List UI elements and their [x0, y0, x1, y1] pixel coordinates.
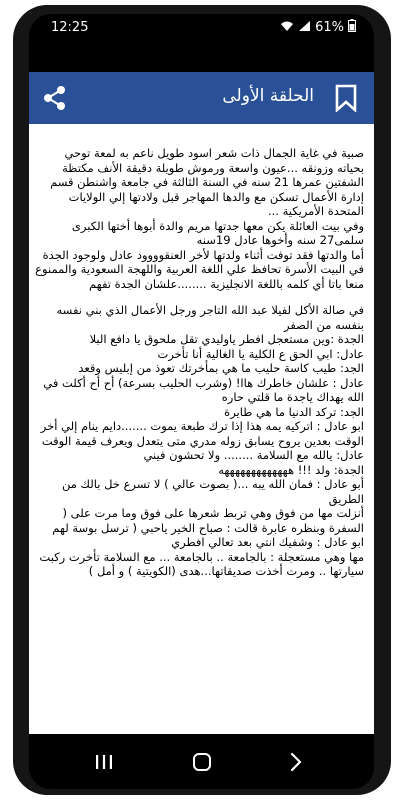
share-icon[interactable] [41, 84, 69, 112]
phone-screen [29, 14, 374, 789]
story-paragraph-2: في صالة الأكل لفيلا عبد الله التاجر ورجل الأعمال الذي بني نفسه بنفسه من الصفر الجدة :وين مستعجل افطر ياوليدي تقل ملحوق يا دافع البلا عادل: ابي الحق ع الكلية يا الغالية أنا تأخرت الجد: طيب كاسة حليب ما هي بمأخرتك تعوذ من إبليس وقعد عادل : علشان خاطرك هاا! (وشرب الحليب بسرعة) أح أح أكلت في الله يهداك ياجدة ما قلتي حاره الجد: تركد الدنيا ما هي طايرة ابو عادل : اتركيه يمه هذا إذا ترك طبعة يموت .......دايم ينام إلي أخر الوقت بعدين يروح يسابق زوله مدري متى يتعدل ويعرف قيمة الوقت عادل: يالله مع السلامة ........ ولا تحشون فيني الجدة: ولد !!! هههههههههههههه أبو عادل : فمان الله يبه ...( بصوت عالي ) لا تسرع خل بالك من الطريق أنزلت مها من فوق وهي تربط شعرها على فوق وما مرت على ( السفرة وبنظره عابرة قالت : صباح الخير ياحبي ( ترسل بوسة لهم ابو عادل : وشفيك انتي بعد تعالي افطري مها وهي مستعجلة : بالجامعة .. بالجامعة ... مع السلامة تأخرت ركبت سيارتها .. ومرت أخذت صديقاتها...هدى (الكويتية ) و أمل ) [39, 303, 364, 578]
app-bar [29, 72, 374, 124]
battery-percent: 61% [315, 20, 344, 35]
back-icon[interactable] [281, 750, 311, 774]
home-icon[interactable] [187, 750, 217, 774]
wifi-icon [280, 20, 294, 36]
story-content[interactable] [29, 124, 374, 734]
signal-icon [298, 20, 311, 36]
status-time: 12:25 [51, 20, 89, 35]
chapter-title: الحلقة الأولى [222, 86, 314, 106]
recents-icon[interactable] [89, 750, 119, 774]
navigation-bar [29, 734, 374, 789]
battery-icon [348, 19, 356, 36]
story-paragraph-1: صبية في غاية الجمال ذات شعر اسود طويل ناعم به لمعة توحي بحياته وزونقه ...عيون واسعة ورموش طويلة دقيقة الأنف مكتظة الشفتين عمرها 21 سنه في السنة الثالثة في جامعة واشنطن قسم إدارة الأعمال تسكن مع والدها المهاجر قبل ولادتها إلي الولايات المتحدة الأمريكية ... وفي بيت العائلة يكن معها جدتها مريم والدة أبوها أختها الكبرى سلمى27 سنه وأخوها عادل 19سنه أما والدتها فقد توفت أثناء ولدتها لأخر العنقوووود عادل ولوجود الجدة في البيت الأسرة تحافظ علي اللغة العربية واللهجة السعودية والممنوع منعا باتا أي كلمه باللغة الانجليزية ........علشان الجدة تفهم [35, 146, 364, 291]
bookmark-icon[interactable] [334, 84, 358, 112]
status-bar [29, 14, 374, 44]
status-icons [280, 19, 356, 36]
